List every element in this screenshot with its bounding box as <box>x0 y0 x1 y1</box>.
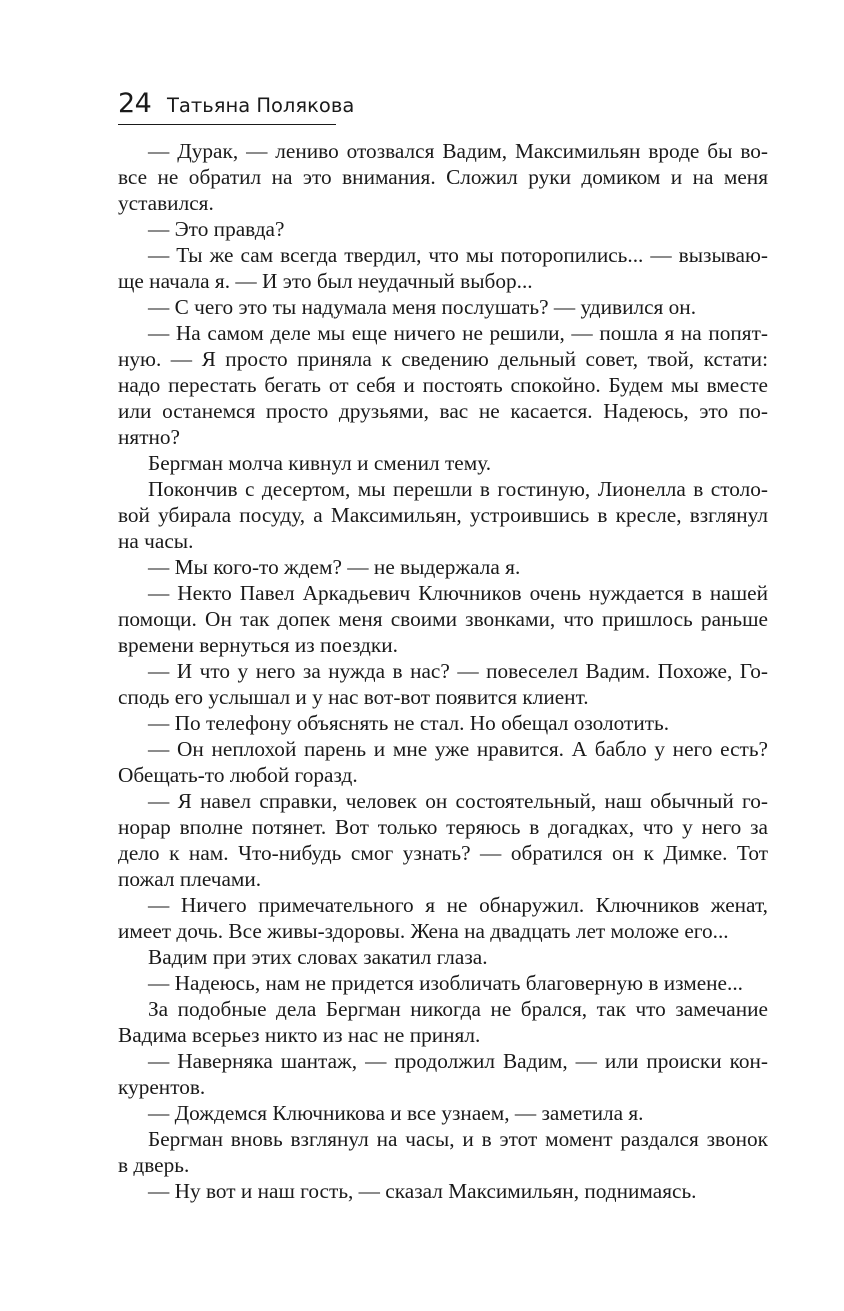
text-line: Покончив с десертом, мы перешли в гостиную, Лионелла в столо- <box>148 477 768 501</box>
text-line: — Ты же сам всегда твердил, что мы поторопились... — вызываю- <box>148 243 768 267</box>
text-line: — Наверняка шантаж, — продолжил Вадим, — или происки кон- <box>148 1049 768 1073</box>
text-line: — Ну вот и наш гость, — сказал Максимильян, поднимаясь. <box>148 1179 697 1203</box>
text-line: — Дурак, — лениво отозвался Вадим, Максимильян вроде бы во- <box>148 139 768 163</box>
text-line: или останемся просто друзьями, вас не касается. Надеюсь, это по- <box>118 399 768 423</box>
text-line: — На самом деле мы еще ничего не решили, — пошла я на попят- <box>148 321 768 345</box>
text-line: дело к нам. Что-нибудь смог узнать? — обратился он к Димке. Тот <box>118 841 768 865</box>
text-line: все не обратил на это внимания. Сложил руки домиком и на меня <box>118 165 768 189</box>
text-line: — И что у него за нужда в нас? — повеселел Вадим. Похоже, Го- <box>148 659 768 683</box>
text-line: надо перестать бегать от себя и постоять спокойно. Будем мы вместе <box>118 373 768 397</box>
author-name: Татьяна Полякова <box>167 94 355 117</box>
text-line: Вадим при этих словах закатил глаза. <box>148 945 488 969</box>
page-number: 24 <box>118 88 152 119</box>
text-line: — Надеюсь, нам не придется изобличать благоверную в измене... <box>148 971 743 995</box>
text-line: нятно? <box>118 425 180 449</box>
text-line: — Мы кого-то ждем? — не выдержала я. <box>148 555 521 579</box>
text-line: — Ничего примечательного я не обнаружил. Ключников женат, <box>148 893 768 917</box>
text-line: — Это правда? <box>148 217 285 241</box>
text-line: курентов. <box>118 1075 206 1099</box>
text-line: Бергман молча кивнул и сменил тему. <box>148 451 492 475</box>
text-line: Бергман вновь взглянул на часы, и в этот момент раздался звонок <box>148 1127 768 1151</box>
text-line: норар вполне потянет. Вот только теряюсь в догадках, что у него за <box>118 815 768 839</box>
text-line: — По телефону объяснять не стал. Но обещал озолотить. <box>148 711 670 735</box>
text-line: ную. — Я просто приняла к сведению дельный совет, твой, кстати: <box>118 347 768 371</box>
text-line: За подобные дела Бергман никогда не брался, так что замечание <box>148 997 768 1021</box>
text-line: — С чего это ты надумала меня послушать? — удивился он. <box>148 295 697 319</box>
text-line: помощи. Он так допек меня своими звонками, что пришлось раньше <box>118 607 768 631</box>
text-line: ще начала я. — И это был неудачный выбор... <box>118 269 533 293</box>
text-line: — Я навел справки, человек он состоятельный, наш обычный го- <box>148 789 768 813</box>
text-line: — Дождемся Ключникова и все узнаем, — заметила я. <box>148 1101 644 1125</box>
text-line: времени вернуться из поездки. <box>118 633 398 657</box>
text-line: — Некто Павел Аркадьевич Ключников очень нуждается в нашей <box>148 581 768 605</box>
text-line: Обещать-то любой горазд. <box>118 763 358 787</box>
text-line: в дверь. <box>118 1153 190 1177</box>
text-line: — Он неплохой парень и мне уже нравится. А бабло у него есть? <box>148 737 768 761</box>
body-text <box>118 138 768 1204</box>
running-head <box>118 88 355 125</box>
text-line: Вадима всерьез никто из нас не принял. <box>118 1023 481 1047</box>
text-line: уставился. <box>118 191 214 215</box>
text-line: пожал плечами. <box>118 867 262 891</box>
text-line: имеет дочь. Все живы-здоровы. Жена на двадцать лет моложе его... <box>118 919 729 943</box>
text-line: на часы. <box>118 529 194 553</box>
text-line: вой убирала посуду, а Максимильян, устроившись в кресле, взглянул <box>118 503 768 527</box>
text-line: сподь его услышал и у нас вот-вот появится клиент. <box>118 685 589 709</box>
